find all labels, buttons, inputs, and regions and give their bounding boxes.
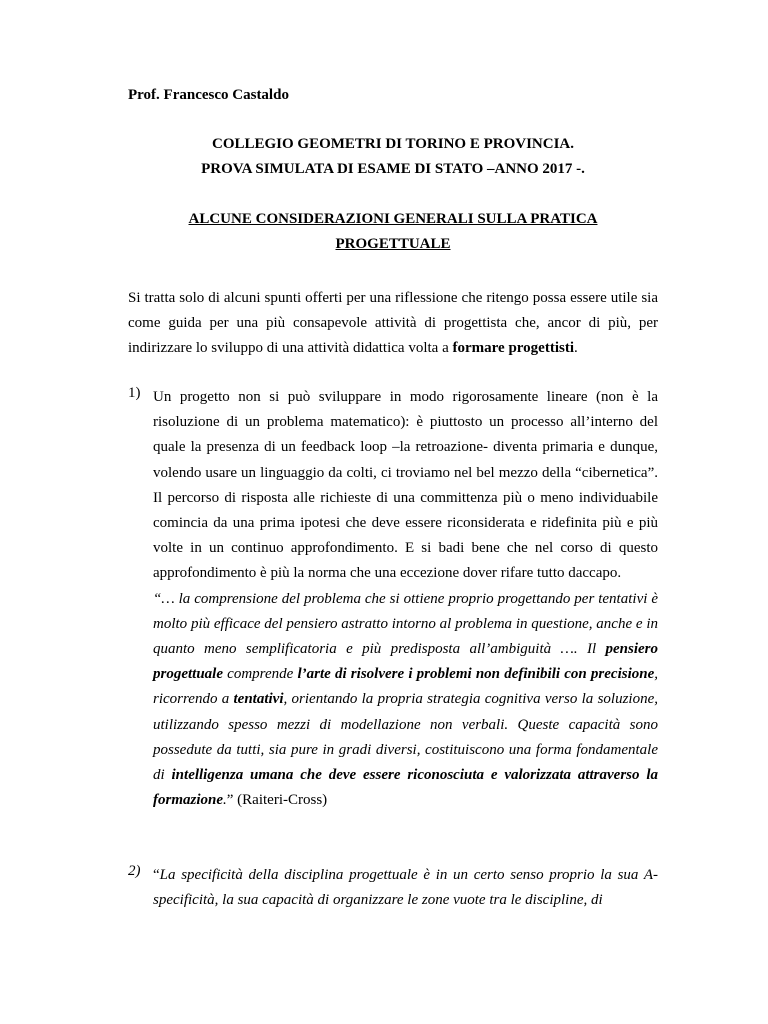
raiteri-cross-quote (153, 587, 658, 814)
list-item-2-text: La specificità della disciplina progettuale è in un certo senso proprio la sua A-specificità, la sua capacità di organizzare le zone vuote tra le discipline, di (153, 867, 658, 909)
list-item-1 (128, 385, 658, 813)
list-item-1-text: Un progetto non si può sviluppare in modo rigorosamente lineare (non è la risoluzione di un problema matematico): è piuttosto un processo all’interno del quale la presenza di un feedback loop –la retroazione- diventa primaria e dunque, volendo usare un linguaggio da colti, ci troviamo nel bel mezzo della “cibernetica”. Il percorso di risposta alle richieste di una committenza più o meno individuabile comincia da una prima ipotesi che deve essere riconsiderata e ridefinita più e più volte in un continuo approfondimento. E si badi bene che nel corso di questo approfondimento è più la norma che una eccezione dover rifare tutto daccapo. (153, 389, 658, 582)
intro-text: Si tratta solo di alcuni spunti offerti per una riflessione che ritengo possa essere utile sia come guida per una più consapevole attività di progettista che, ancor di più, per indirizzare lo sviluppo di una attività didattica volta a (128, 290, 658, 356)
quote-part-b: pensiero progettuale (153, 641, 658, 683)
quote-part-g: , orientando la propria strategia cognitiva verso la soluzione, utilizzando spesso mezzi di modellazione non verbali. Queste capacità sono possedute da tutti, sia pure in gradi diversi, costituiscono una forma fondamentale di (153, 691, 658, 784)
intro-end: . (574, 340, 578, 356)
intro-bold: formare progettisti (452, 340, 574, 356)
list-item-2-open-quote: “ (153, 867, 160, 883)
document-title-line-2: PROVA SIMULATA DI ESAME DI STATO –ANNO 2017 -. (201, 161, 585, 177)
quote-source: ” (Raiteri-Cross) (226, 792, 328, 809)
list-item-2-body (153, 863, 658, 913)
section-heading-line-2: PROGETTUALE (335, 236, 451, 252)
intro-paragraph (128, 286, 658, 361)
quote-part-e: , ricorrendo a (153, 666, 658, 708)
quote-part-a: “… la comprensione del problema che si ottiene proprio progettando per tentativi è molto più efficace del pensiero astratto intorno al problema in questione, anche e in quanto meno semplificatoria e più predisposta all’ambiguità …. Il (153, 590, 658, 658)
list-item-2 (128, 863, 658, 913)
quote-part-f: tentativi (233, 691, 284, 708)
list-item-1-number: 1) (128, 385, 141, 401)
document-title-line-1: COLLEGIO GEOMETRI DI TORINO E PROVINCIA. (211, 136, 574, 152)
quote-part-d: l’arte di risolvere i problemi non definibili con precisione (297, 666, 655, 683)
list-item-2-number: 2) (128, 863, 141, 879)
list-item-1-body (153, 385, 658, 813)
author-name: Prof. Francesco Castaldo (128, 87, 289, 103)
section-heading-line-1: ALCUNE CONSIDERAZIONI GENERALI SULLA PRATICA (188, 211, 598, 227)
quote-part-i: . (223, 792, 227, 809)
quote-part-h: intelligenza umana che deve essere riconosciuta e valorizzata attraverso la formazione (153, 767, 659, 809)
quote-part-c: comprende (223, 666, 298, 683)
